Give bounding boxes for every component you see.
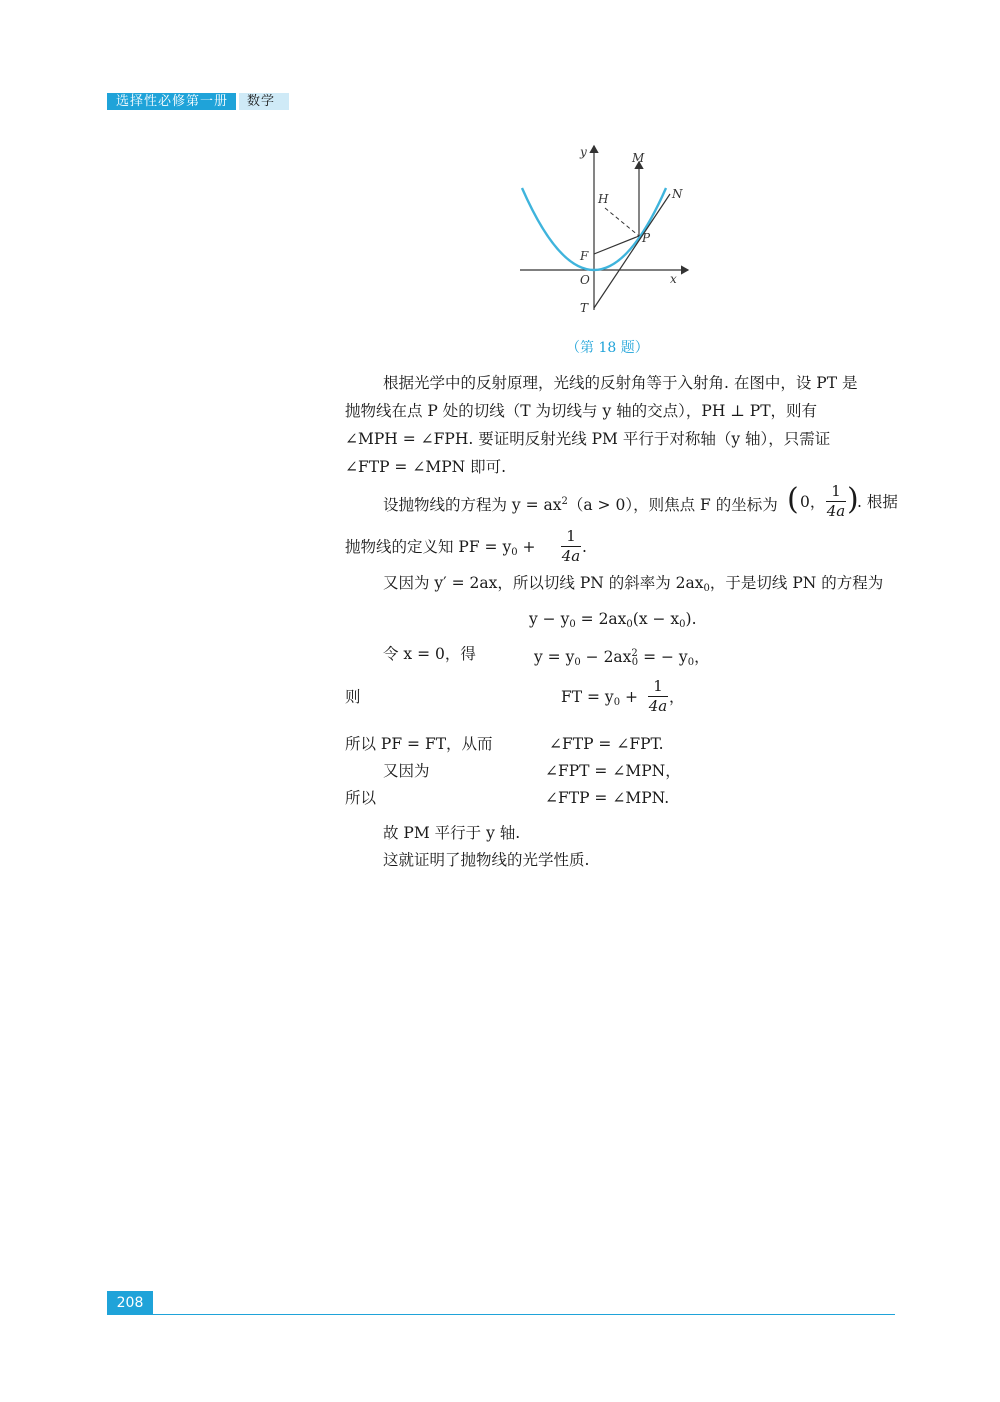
text-line: . 根据 [857,493,898,511]
text-line: 设抛物线的方程为 $y = ax^2(a > 0)$，则焦点 F 的坐标为 [383,496,778,514]
text-line: 又因为 [383,762,430,780]
text-line: ， [669,688,685,706]
tangent-line [594,194,670,308]
text-line: 这就证明了抛物线的光学性质. [383,851,590,869]
label-M: M [632,151,645,165]
right-paren: ) [847,482,859,517]
label-P: P [642,231,651,245]
fraction-focus: 1 4a [826,482,846,520]
normal-line [605,208,639,236]
text-line: 所以 PF = FT，从而 [345,735,493,753]
equation: $y = y_0 - 2ax^2_0$ = − $y_0$， [534,648,710,668]
subject-title: 数学 [239,93,289,110]
text-line: 令 x = 0，得 [383,645,476,663]
label-y: y [580,145,587,159]
label-T: T [580,301,589,315]
label-O: O [580,273,590,287]
equation: $y - y_0 = 2ax_0(x - x_0)$. [529,610,697,630]
text-line: 故 PM 平行于 y 轴. [383,824,521,842]
label-x: x [670,272,677,286]
left-paren: ( [787,482,799,517]
label-H: H [598,192,609,206]
fraction-ft: 1 4a [648,677,668,715]
text-line: 抛物线在点 P 处的切线（T 为切线与 y 轴的交点），PH ⊥ PT，则有 [345,402,818,420]
running-header [107,93,289,110]
text-line: 所以 [345,789,377,807]
equation: ∠FPT = ∠MPN， [545,762,681,780]
text-line: 又因为 y′ = 2ax，所以切线 PN 的斜率为 $2ax_0$，于是切线 PN 的方程为 [383,574,884,594]
text-line: ∠FTP = ∠MPN 即可. [345,458,507,476]
text-line: 根据光学中的反射原理，光线的反射角等于入射角. 在图中，设 PT 是 [383,374,858,392]
figure-caption: （第 18 题） [566,340,649,356]
fraction-pf: 1 4a [561,527,581,565]
text-line: 则 [345,688,361,706]
parabola-figure [512,140,702,332]
coord-zero: 0， [800,493,826,511]
footer-rule [153,1314,895,1315]
book-title: 选择性必修第一册 [107,93,236,110]
text-line: . [582,538,587,556]
text-line: ∠MPH = ∠FPH. 要证明反射光线 PM 平行于对称轴（y 轴），只需证 [345,430,831,448]
page-number: 208 [107,1291,153,1315]
text-line: 抛物线的定义知 PF = $y_0$ + [345,538,536,558]
equation: ∠FTP = ∠FPT. [549,735,664,753]
equation: FT = $y_0$ + [561,688,638,708]
label-N: N [672,187,683,201]
label-F: F [580,249,589,263]
equation: ∠FTP = ∠MPN. [545,789,670,807]
